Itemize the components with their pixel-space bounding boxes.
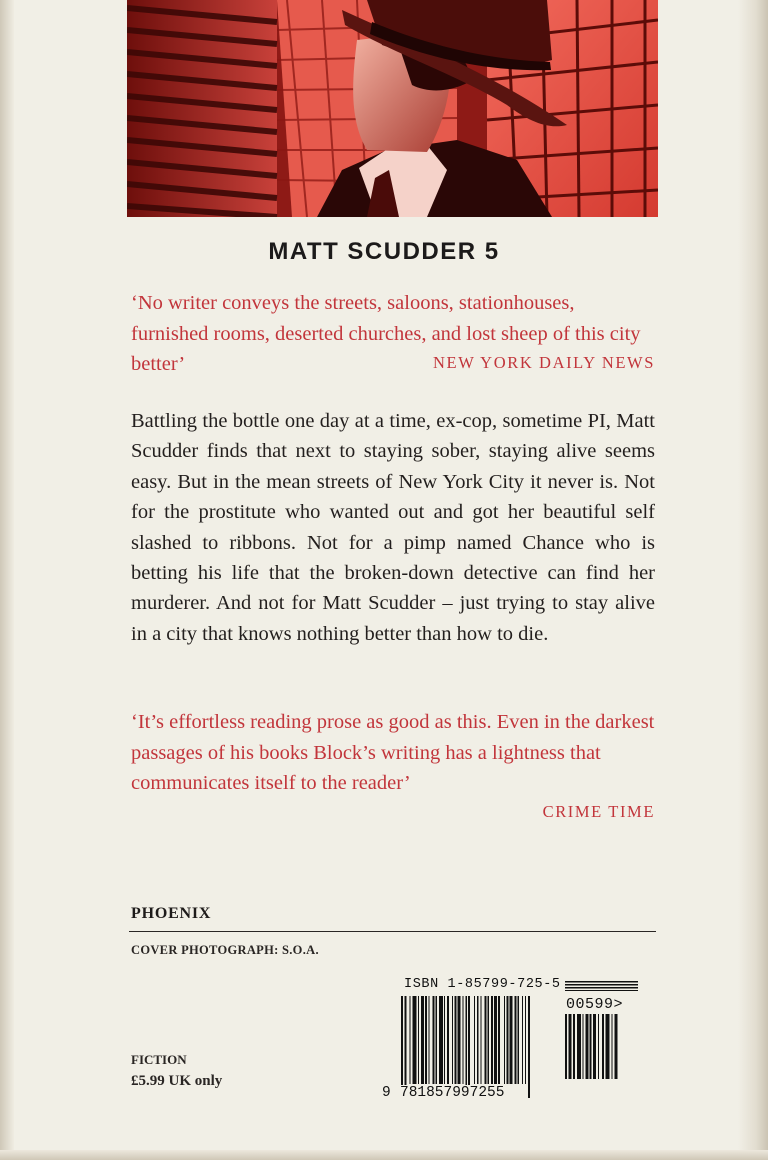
barcode-bar: [569, 1014, 572, 1079]
barcode-bar: [474, 996, 475, 1084]
barcode-bar: [463, 996, 464, 1084]
barcode-lead-digit: 9: [382, 1085, 391, 1101]
review-quote-bottom: [131, 707, 655, 823]
book-blurb: Battling the bottle one day at a time, ex-cop, sometime PI, Matt Scudder finds that next to staying sober, staying alive seems easy. But in the mean streets of New York City it never is. Not for the prostitute who wanted out and got her beautiful self slashed to ribbons. Not for a pimp named Chance who is betting his life that the broken-down detective can find her murderer. And not for Matt Scudder – just trying to stay alive in a city that knows nothing better than how to die.: [131, 410, 655, 645]
barcode-bar: [481, 996, 482, 1084]
review-quote-bottom-source: CRIME TIME: [542, 801, 655, 821]
barcode-bar: [525, 996, 526, 1084]
barcode-bar: [528, 996, 530, 1098]
barcode-bar: [413, 996, 417, 1084]
barcode-bar: [439, 996, 443, 1084]
barcode-bar: [522, 996, 523, 1084]
barcode-bar: [598, 1014, 599, 1079]
barcode-addon-digits: 00599>: [566, 996, 624, 1013]
barcode-bar: [586, 1014, 589, 1079]
cover-edge-right: [738, 0, 768, 1160]
barcode-bar: [418, 996, 419, 1084]
cover-photo: [127, 0, 658, 217]
review-quote-top-text: ‘No writer conveys the streets, saloons, stationhouses, furnished rooms, deserted churches, and lost sheep of this city better’: [131, 292, 641, 375]
isbn-decoration-lines: [565, 981, 638, 991]
barcode-bar: [433, 996, 435, 1084]
barcode-bar: [507, 996, 509, 1084]
barcode-bar: [491, 996, 493, 1084]
barcode-bar: [612, 1014, 613, 1079]
review-quote-top-source: NEW YORK DAILY NEWS: [433, 353, 655, 372]
barcode-bar: [447, 996, 449, 1084]
barcode-bar: [606, 1014, 610, 1079]
barcode-bar: [485, 996, 487, 1084]
barcode-bar: [466, 996, 468, 1098]
barcode-bar: [477, 996, 479, 1084]
barcode-bar: [488, 996, 490, 1084]
barcode-bar: [515, 996, 517, 1084]
barcode-bar: [518, 996, 520, 1084]
barcode-bar: [593, 1014, 596, 1079]
barcode-bar: [436, 996, 438, 1084]
barcode-bar: [429, 996, 430, 1084]
barcode-bar: [444, 996, 445, 1084]
cover-edge-bottom: [0, 1150, 768, 1160]
barcode-bar: [577, 1014, 581, 1079]
barcode-bar: [452, 996, 453, 1084]
barcode-bar: [401, 996, 403, 1098]
barcode-digit-string: 781857997255: [400, 1085, 505, 1101]
barcode-bar: [458, 996, 461, 1084]
isbn-label: ISBN 1-85799-725-5: [404, 977, 561, 992]
review-quote-top: [131, 288, 655, 380]
barcode-bar: [455, 996, 457, 1084]
man-in-hat-photo: [127, 0, 658, 217]
barcode-bar: [565, 1014, 567, 1079]
barcode-bar: [504, 996, 505, 1084]
series-title: MATT SCUDDER 5: [268, 238, 500, 265]
publisher-name: PHOENIX: [131, 905, 212, 922]
book-category: FICTION: [131, 1052, 187, 1067]
barcode-bar: [410, 996, 411, 1084]
book-price: £5.99 UK only: [131, 1073, 223, 1089]
barcode-bar: [494, 996, 497, 1084]
divider-rule: [129, 931, 656, 932]
barcode-bar: [602, 1014, 604, 1079]
barcode-bar: [421, 996, 424, 1084]
barcode-bar: [615, 1014, 618, 1079]
barcode-bar: [510, 996, 513, 1084]
barcode-bar: [573, 1014, 575, 1079]
cover-edge-left: [0, 0, 14, 1160]
barcode-bar: [590, 1014, 592, 1079]
barcode-bar: [468, 996, 470, 1098]
price-addon-barcode: [565, 1014, 640, 1079]
barcode-bar: [405, 996, 407, 1098]
review-quote-bottom-text: ‘It’s effortless reading prose as good as this. Even in the darkest passages of his books Block’s writing has a lightness that communicates itself to the reader’: [131, 711, 655, 794]
photo-credit: COVER PHOTOGRAPH: S.O.A.: [131, 943, 319, 957]
barcode-bar: [498, 996, 500, 1084]
barcode-bar: [425, 996, 427, 1084]
barcode-bar: [583, 1014, 584, 1079]
